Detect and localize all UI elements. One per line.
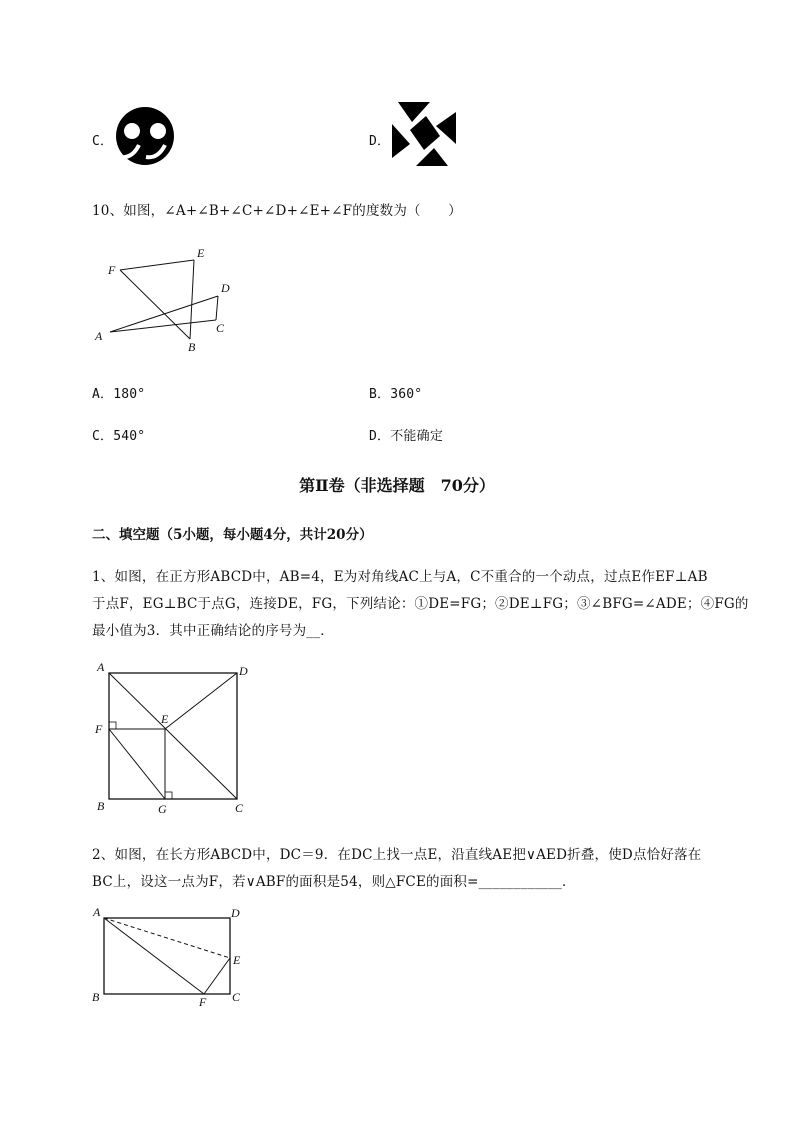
p2-label-c: C — [232, 990, 241, 1004]
q10-label-c: C — [216, 321, 225, 335]
option-d-label: D． — [369, 134, 391, 149]
p1-label-b: B — [97, 799, 105, 813]
q10-label-e: E — [197, 246, 205, 260]
q10-option-b: B．360° — [369, 387, 423, 402]
q10-figure — [88, 240, 248, 358]
p2-label-b: B — [92, 990, 100, 1004]
q10-label-d: D — [221, 281, 230, 295]
q10-option-c: C．540° — [92, 429, 146, 444]
p1-line-2: 于点F，EG⊥BC于点G，连接DE，FG，下列结论：①DE=FG；②DE⊥FG；③∠BFG=∠ADE；④FG的 — [92, 596, 749, 612]
section-title: 第Ⅱ卷（非选择题 70分） — [299, 476, 495, 495]
option-d-figure — [390, 100, 458, 168]
p1-square-figure — [90, 658, 260, 820]
p2-label-d: D — [231, 906, 240, 920]
p1-label-a: A — [97, 660, 105, 674]
p1-label-g: G — [158, 802, 167, 816]
p2-line-1: 2、如图，在长方形ABCD中，DC＝9．在DC上找一点E，沿直线AE把∨AED折叠，使D点恰好落在 — [92, 847, 702, 863]
option-c-figure — [112, 105, 178, 167]
p2-label-e: E — [233, 953, 241, 967]
q10-label-a: A — [95, 329, 103, 343]
q10-label-b: B — [188, 340, 196, 354]
option-c-label: C． — [92, 134, 114, 149]
q10-text: 10、如图，∠A+∠B+∠C+∠D+∠E+∠F的度数为（ ） — [92, 203, 462, 219]
section-heading: 二、填空题（5小题，每小题4分，共计20分） — [92, 527, 373, 543]
p1-label-e: E — [161, 712, 169, 726]
p1-label-c: C — [235, 801, 244, 815]
p2-label-f: F — [199, 995, 207, 1009]
p1-line-3: 最小值为3．其中正确结论的序号为__． — [92, 623, 334, 639]
q10-option-d: D．不能确定 — [369, 429, 444, 444]
p2-line-2: BC上，设这一点为F，若∨ABF的面积是54，则△FCE的面积=____________． — [92, 874, 576, 890]
p2-label-a: A — [93, 905, 101, 919]
q10-option-a: A．180° — [92, 387, 146, 402]
p2-rectangle-figure — [88, 900, 258, 1012]
p1-label-d: D — [239, 664, 248, 678]
p1-line-1: 1、如图，在正方形ABCD中，AB=4，E为对角线AC上与A，C不重合的一个动点，过点E作EF⊥AB — [92, 569, 708, 585]
p1-label-f: F — [95, 722, 103, 736]
q10-label-f: F — [108, 263, 116, 277]
